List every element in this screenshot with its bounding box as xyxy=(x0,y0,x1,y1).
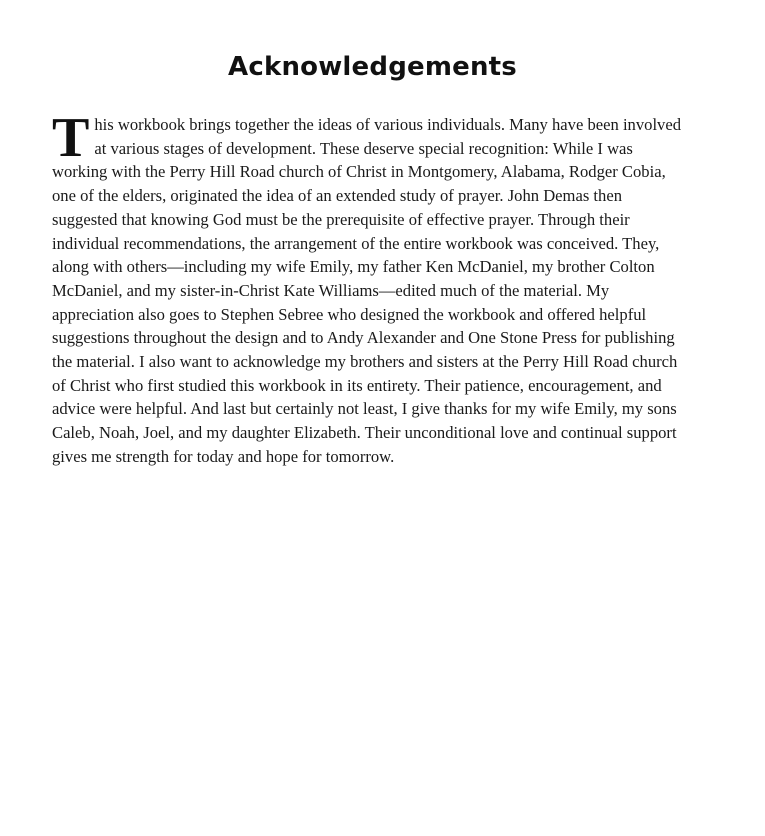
acknowledgements-paragraph xyxy=(52,107,688,469)
paragraph-text: his workbook brings together the ideas of various individuals. Many have been involved at various stages of development. These deserve special recognition: While I was working with the Perry Hill Road church of Christ in Montgomery, Alabama, Rodger Cobia, one of the elders, originated the idea of an extended study of prayer. John Demas then suggested that knowing God must be the prerequisite of effective prayer. Through their individual recommendations, the arrangement of the entire workbook was conceived. They, along with others—including my wife Emily, my father Ken McDaniel, my brother Colton McDaniel, and my sister-in-Christ Kate Williams—edited much of the material. My appreciation also goes to Stephen Sebree who designed the workbook and offered helpful suggestions throughout the design and to Andy Alexander and One Stone Press for publishing the material. I also want to acknowledge my brothers and sisters at the Perry Hill Road church of Christ who first studied this workbook in its entirety. Their patience, encouragement, and advice were helpful. And last but certainly not least, I give thanks for my wife Emily, my sons Caleb, Noah, Joel, and my daughter Elizabeth. Their unconditional love and continual support gives me strength for today and hope for tomorrow. xyxy=(52,115,682,466)
page-title: Acknowledgements xyxy=(228,52,517,82)
drop-cap-letter: T xyxy=(52,107,90,169)
